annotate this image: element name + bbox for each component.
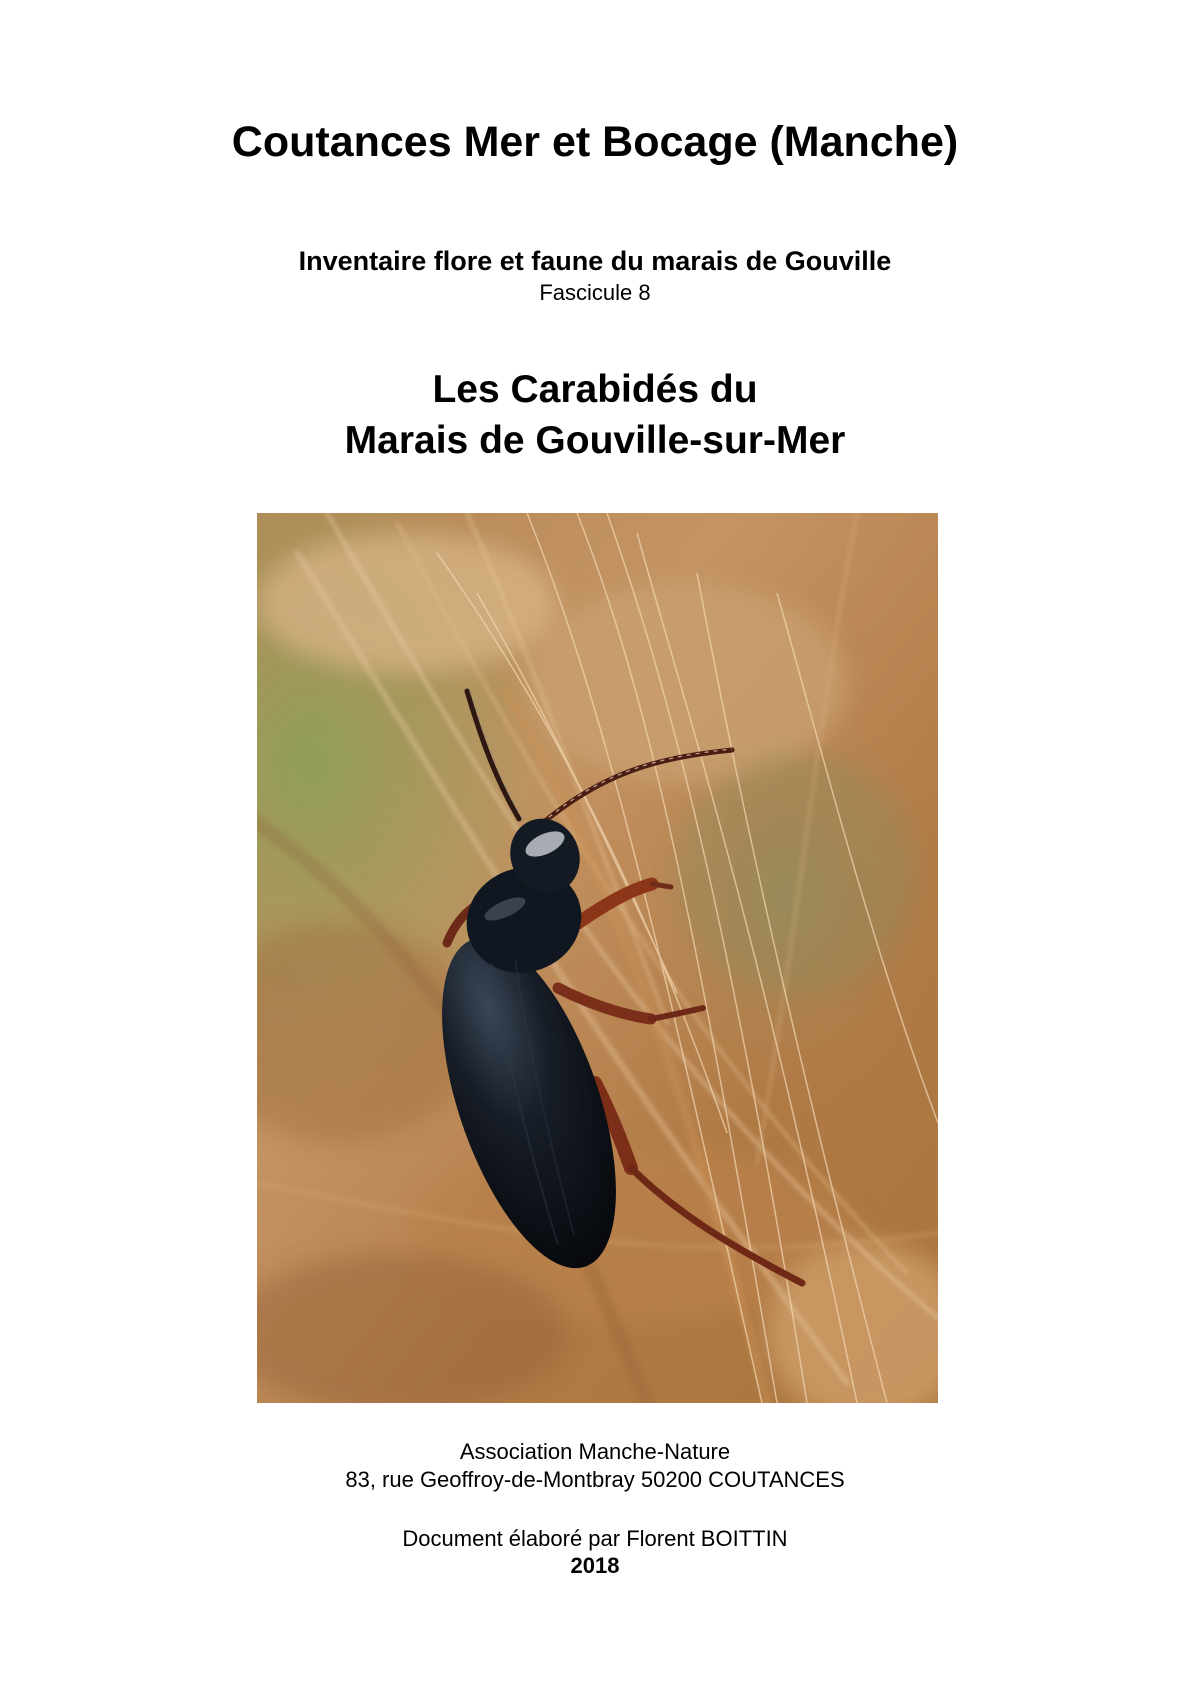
author-block: [0, 1525, 1190, 1579]
main-title: [0, 364, 1190, 466]
fascicule-label: Fascicule 8: [539, 280, 651, 305]
association-name: Association Manche-Nature: [459, 1439, 731, 1464]
address-block: [0, 1438, 1190, 1494]
organization-title: Coutances Mer et Bocage (Manche): [231, 118, 959, 166]
main-title-line-2: Marais de Gouville-sur-Mer: [344, 419, 846, 462]
postal-address: 83, rue Geoffroy-de-Montbray 50200 COUTANCES: [345, 1467, 845, 1492]
publication-year: 2018: [570, 1553, 620, 1578]
ground-beetle-photo-icon: [257, 513, 938, 1403]
cover-photo: [257, 513, 938, 1403]
main-title-line-1: Les Carabidés du: [432, 368, 758, 411]
author-credit: Document élaboré par Florent BOITTIN: [402, 1526, 788, 1551]
inventory-title: Inventaire flore et faune du marais de Gouville: [298, 246, 892, 276]
